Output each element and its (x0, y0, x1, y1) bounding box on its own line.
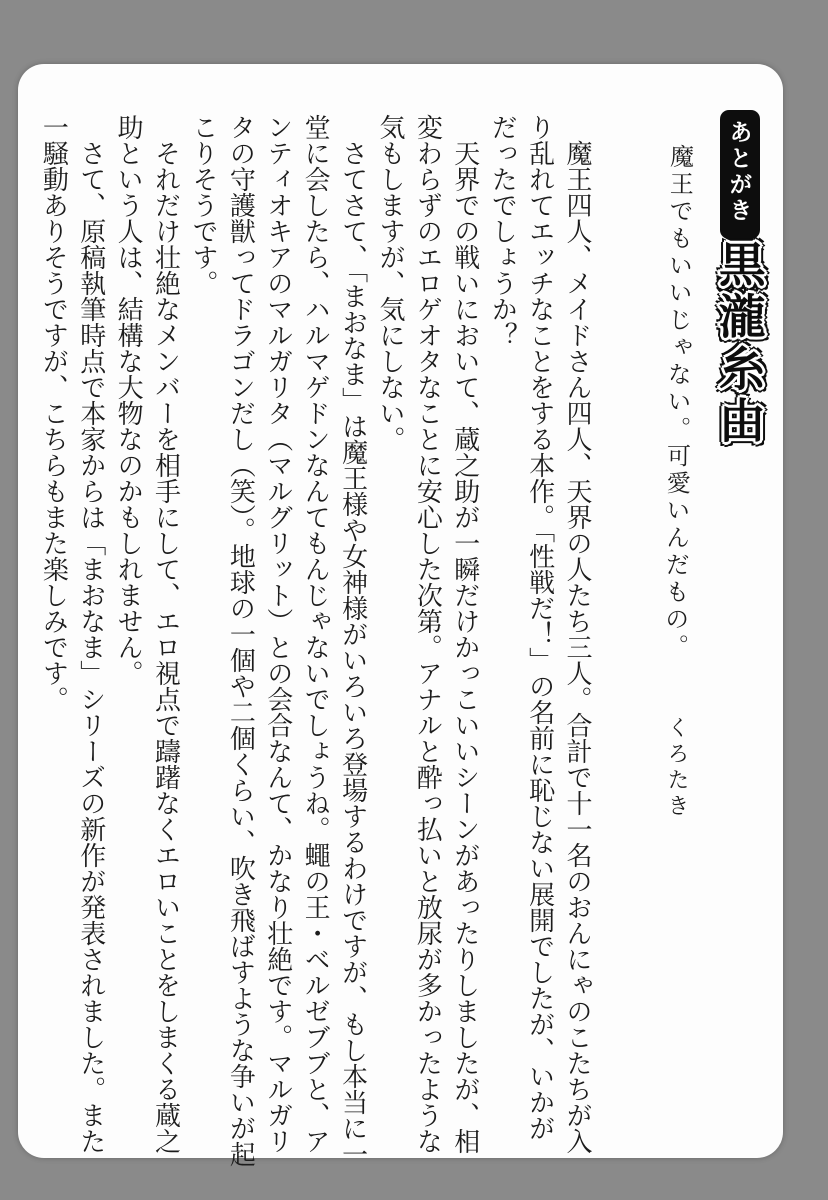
body-line: 天界での戦いにおいて、蔵之助が一瞬だけかっこいいシーンがあったりしましたが、相 (450, 114, 480, 1154)
signature: くろたき (665, 716, 690, 820)
body-line: さて、原稿執筆時点で本家からは「まおなま」シリーズの新作が発表されました。また (76, 114, 106, 1154)
tagline: 魔王でもいいじゃない。可愛いんだもの。 (660, 143, 692, 661)
body-line: タの守護獣ってドラゴンだし（笑）。地球の一個や二個くらい、吹き飛ばすような争いが起 (226, 114, 256, 1167)
body-line: こりそうです。 (188, 114, 218, 296)
body-line: 一騒動ありそうですが、こちらもまた楽しみです。 (39, 114, 69, 712)
body-line: だったでしょうか？ (488, 114, 518, 348)
body-line: 助という人は、結構な大物なのかもしれません。 (114, 114, 144, 686)
body-line: ンティオキアのマルガリタ（マルグリット）との会合なんて、かなり壮絶です。マルガリ (263, 114, 293, 1154)
afterword-body (35, 114, 596, 1166)
body-line: 堂に会したら、ハルマゲドンなんてもんじゃないでしょうね。蠅の王・ベルゼブブと、ア (301, 114, 331, 1154)
body-line: り乱れてエッチなことをする本作。「性戦だ！」の名前に恥じない展開でしたが、いかが (525, 114, 555, 1141)
body-line: それだけ壮絶なメンバーを相手にして、エロ視点で躊躇なくエロいことをしまくる蔵之 (151, 114, 181, 1154)
body-line: さてさて、「まおなま」は魔王様や女神様がいろいろ登場するわけですが、もし本当に一 (338, 114, 368, 1167)
body-line: 変わらずのエロゲオタなことに安心した次第。アナルと酔っ払いと放尿が多かったような (413, 114, 443, 1154)
section-badge-label: あとがき (726, 120, 753, 224)
afterword-section-badge (720, 110, 760, 239)
author-name: 黒瀧糸由 (712, 240, 766, 448)
body-line: 魔王四人、メイドさん四人、天界の人たち三人。合計で十一名のおんにゃのこたちが入 (563, 114, 592, 1154)
afterword-page (18, 64, 783, 1167)
body-line: 気もしますが、気にしない。 (375, 114, 405, 452)
